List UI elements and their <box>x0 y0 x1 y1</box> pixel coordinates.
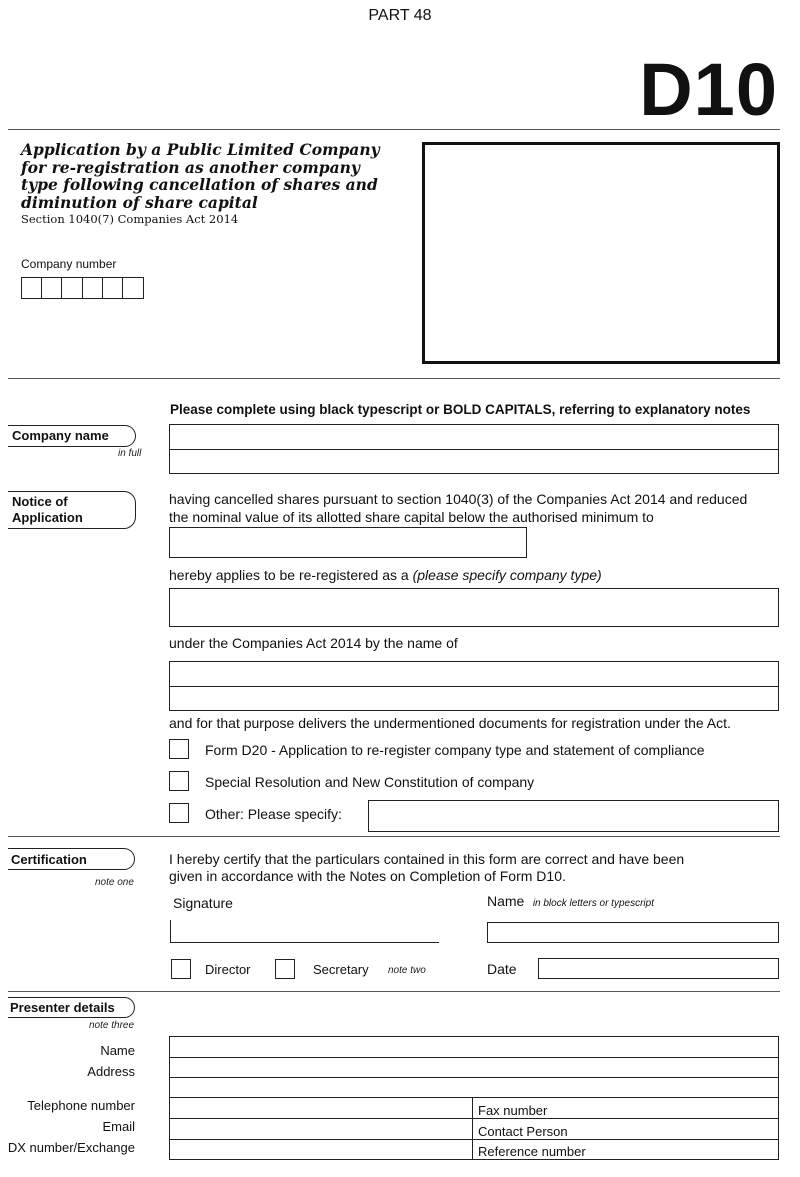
company-number-digit[interactable] <box>42 278 62 298</box>
section-reference: Section 1040(7) Companies Act 2014 <box>21 212 239 226</box>
reference-label: Reference number <box>478 1144 586 1159</box>
company-number-digit[interactable] <box>83 278 103 298</box>
presenter-dx-label: DX number/Exchange <box>7 1140 135 1155</box>
date-label: Date <box>487 961 517 977</box>
company-number-digit[interactable] <box>22 278 42 298</box>
divider-certification <box>8 836 780 837</box>
name-label-group <box>487 893 654 911</box>
certifier-name-input[interactable] <box>487 922 779 943</box>
title-line-4: diminution of share capital <box>21 192 258 212</box>
certification-note: note one <box>95 877 134 888</box>
instructions: Please complete using black typescript or BOLD CAPITALS, referring to explanatory notes <box>170 402 751 417</box>
delivers-text: and for that purpose delivers the undermentioned documents for registration under the Act. <box>169 715 731 731</box>
presenter-telephone-input[interactable] <box>169 1097 473 1119</box>
applies-text <box>169 567 602 583</box>
contact-label: Contact Person <box>478 1124 568 1139</box>
tag-certification-label: Certification <box>11 852 87 867</box>
tag-certification <box>8 848 135 870</box>
title-line-2: for re-registration as another company <box>21 157 360 177</box>
company-name-input-1[interactable] <box>169 424 779 450</box>
new-name-input-2[interactable] <box>169 686 779 711</box>
signature-label: Signature <box>173 895 233 911</box>
company-number-field[interactable] <box>21 277 144 299</box>
presenter-reference-cell[interactable] <box>472 1139 779 1160</box>
presenter-email-input[interactable] <box>169 1118 473 1140</box>
title-line-3: type following cancellation of shares and <box>21 175 378 194</box>
tag-notice-line-1: Notice of <box>12 494 68 509</box>
company-name-note: in full <box>118 448 142 459</box>
special-resolution-label: Special Resolution and New Constitution of company <box>205 774 535 790</box>
tag-presenter <box>8 997 135 1018</box>
tag-notice-line-2: Application <box>12 510 83 525</box>
applies-italic: (please specify company type) <box>412 567 602 583</box>
form-d20-checkbox[interactable] <box>169 739 189 759</box>
company-number-digit[interactable] <box>103 278 123 298</box>
presenter-telephone-label: Telephone number <box>27 1098 135 1113</box>
tag-company-name <box>8 425 136 447</box>
applies-prefix: hereby applies to be re-registered as a <box>169 567 413 583</box>
divider-header <box>8 378 780 379</box>
secretary-label: Secretary <box>313 962 369 977</box>
other-specify-input[interactable] <box>368 800 779 832</box>
divider-top <box>8 129 780 130</box>
name-hint: in block letters or typescript <box>532 898 654 909</box>
fax-label: Fax number <box>478 1103 548 1118</box>
presenter-email-label: Email <box>102 1119 135 1134</box>
part-heading: PART 48 <box>368 7 432 24</box>
director-label: Director <box>205 962 251 977</box>
secretary-checkbox[interactable] <box>275 959 295 979</box>
tag-company-name-label: Company name <box>12 428 109 443</box>
notice-para-line-1: having cancelled shares pursuant to section 1040(3) of the Companies Act 2014 and reduced <box>169 491 748 507</box>
presenter-address-input-2[interactable] <box>169 1077 779 1098</box>
form-code: D10 <box>639 48 778 131</box>
form-d20-label: Form D20 - Application to re-register company type and statement of compliance <box>205 742 705 758</box>
title-line-1: Application by a Public Limited Company <box>21 140 380 159</box>
presenter-fax-cell[interactable] <box>472 1097 779 1119</box>
tag-notice <box>8 491 136 529</box>
certify-line-1: I hereby certify that the particulars contained in this form are correct and have been <box>169 851 685 867</box>
date-input[interactable] <box>538 958 779 979</box>
signature-field[interactable] <box>170 920 439 943</box>
secretary-note: note two <box>388 965 426 976</box>
other-checkbox[interactable] <box>169 803 189 823</box>
nominal-value-input[interactable] <box>169 527 527 558</box>
presenter-name-input[interactable] <box>169 1036 779 1058</box>
presenter-dx-input[interactable] <box>169 1139 473 1160</box>
divider-presenter <box>8 991 780 992</box>
office-stamp-box <box>422 142 780 364</box>
company-number-label: Company number <box>21 257 117 271</box>
presenter-contact-cell[interactable] <box>472 1118 779 1140</box>
company-number-digit[interactable] <box>62 278 82 298</box>
form-title <box>21 141 380 211</box>
presenter-address-label: Address <box>87 1064 135 1079</box>
certify-line-2: given in accordance with the Notes on Completion of Form D10. <box>169 868 566 884</box>
new-name-input-1[interactable] <box>169 661 779 687</box>
presenter-address-input-1[interactable] <box>169 1057 779 1078</box>
under-act-text: under the Companies Act 2014 by the name of <box>169 635 458 651</box>
director-checkbox[interactable] <box>171 959 191 979</box>
name-label: Name <box>487 893 525 909</box>
other-label: Other: Please specify: <box>205 806 342 822</box>
presenter-note: note three <box>89 1020 135 1031</box>
notice-para-line-2: the nominal value of its allotted share capital below the authorised minimum to <box>169 509 654 525</box>
company-type-input[interactable] <box>169 588 779 627</box>
presenter-name-label: Name <box>100 1043 135 1058</box>
special-resolution-checkbox[interactable] <box>169 771 189 791</box>
company-name-input-2[interactable] <box>169 449 779 474</box>
tag-presenter-label: Presenter details <box>10 1000 115 1015</box>
company-number-digit[interactable] <box>123 278 143 298</box>
